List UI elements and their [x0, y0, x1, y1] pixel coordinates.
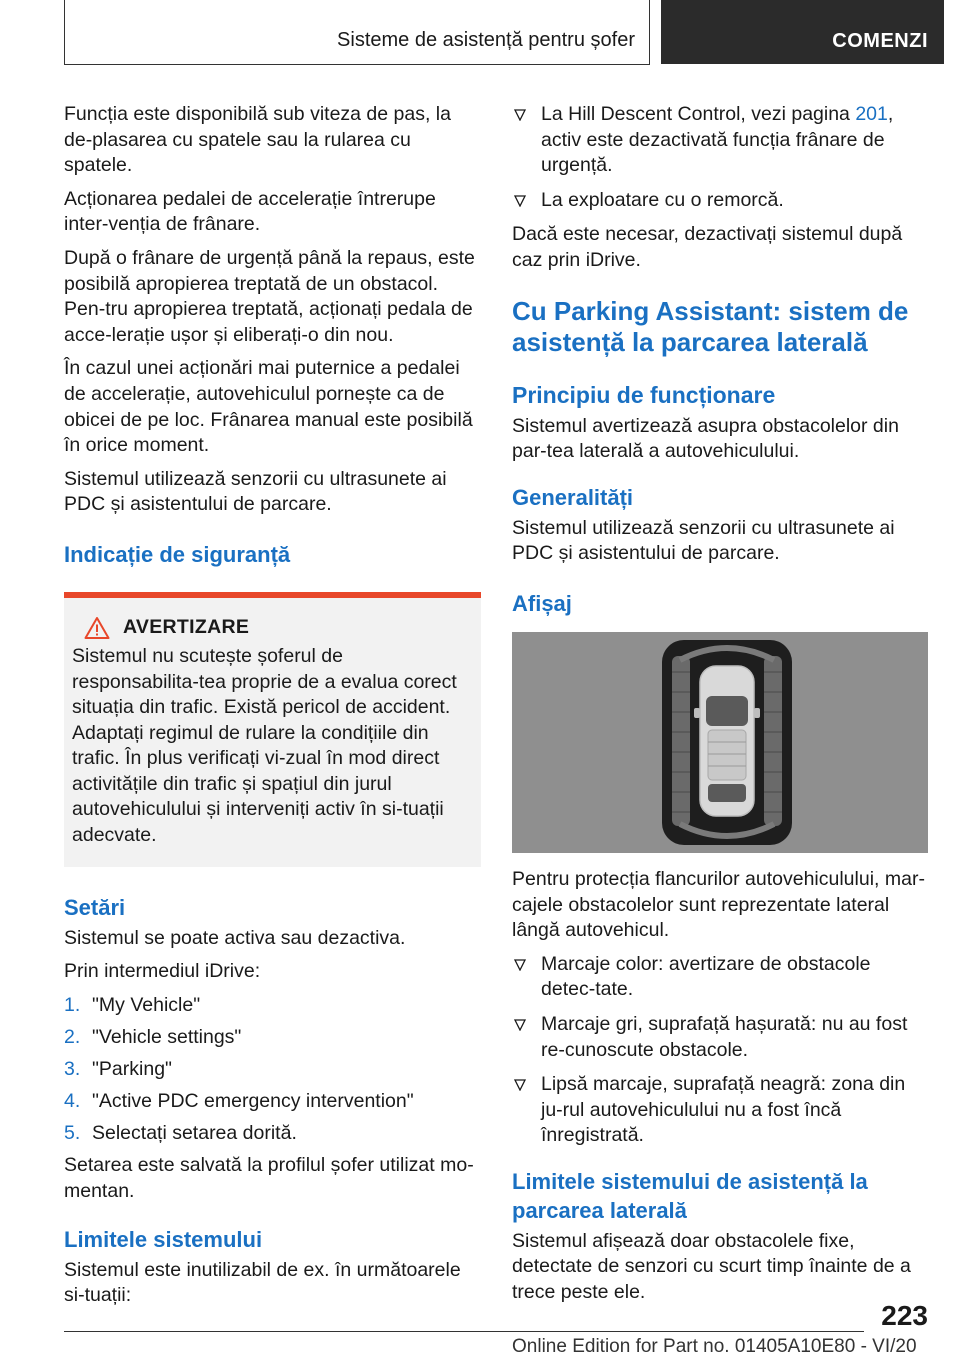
footer-divider [64, 1331, 864, 1332]
step-number: 1. [64, 993, 81, 1016]
parking-assistant-display-image [512, 632, 928, 853]
page-link-201[interactable]: 201 [855, 103, 888, 125]
list-item [64, 993, 481, 1019]
side-parking-limits-heading: Limitele sistemului de asistență la parcarea laterală [512, 1168, 868, 1223]
paragraph: Prin intermediul iDrive: [64, 960, 261, 983]
warning-triangle-icon [84, 616, 110, 640]
right-column [512, 102, 928, 1314]
list-item [64, 1025, 481, 1051]
step-number: 3. [64, 1058, 81, 1081]
display-bullet-list [512, 952, 928, 1149]
paragraph: Funcția este disponibilă sub viteza de pas, la de-plasarea cu spatele sau la rularea cu spatele. [64, 103, 451, 177]
list-item [512, 1012, 928, 1063]
footer-edition-text: Online Edition for Part no. 01405A10E80 - VI/20 [512, 1336, 917, 1357]
list-item [64, 1057, 481, 1083]
paragraph: După o frânare de urgență până la repaus, este posibilă apropierea treptată de un obstacol. Pen-tru apropierea treptată, acționați pedala de acce-lerație ușor și eliberați-o din nou. [64, 246, 475, 346]
list-item [512, 102, 928, 179]
paragraph: Dacă este necesar, dezactivați sistemul după caz prin iDrive. [512, 223, 903, 271]
bullet-triangle-icon [512, 102, 541, 179]
settings-heading: Setări [64, 894, 126, 920]
paragraph: În cazul unei acționări mai puternice a pedalei de accelerație, autovehiculul pornește ca de obicei de pe loc. Frânarea manual este posibilă în orice moment. [64, 357, 473, 457]
list-item [512, 952, 928, 1003]
bullet-triangle-icon [512, 1012, 541, 1063]
bullet-text-part: , activ este dezactivată funcția frânare de urgență. [541, 103, 894, 177]
paragraph: Sistemul este inutilizabil de ex. în următoarele si-tuații: [64, 1258, 461, 1307]
settings-steps-list [64, 993, 481, 1147]
warning-box [64, 592, 481, 867]
list-item [64, 1121, 481, 1147]
paragraph: Sistemul utilizează senzorii cu ultrasunete ai PDC și asistentului de parcare. [512, 516, 895, 565]
car-top-view-illustration [512, 632, 928, 853]
step-text: Selectați setarea dorită. [92, 1122, 297, 1145]
limits-heading: Limitele sistemului [64, 1226, 263, 1252]
paragraph: Setarea este salvată la profilul șofer utilizat mo-mentan. [64, 1154, 474, 1202]
step-number: 4. [64, 1090, 81, 1113]
paragraph: Pentru protecția flancurilor autovehiculului, mar-cajele obstacolelor sunt reprezentate lateral lângă autovehicul. [512, 867, 925, 942]
list-item [512, 1072, 928, 1149]
main-heading: Cu Parking Assistant: sistem de asistență la parcarea laterală [512, 295, 909, 357]
general-heading: Generalități [512, 484, 634, 510]
step-text: "My Vehicle" [92, 993, 201, 1016]
chapter-tab[interactable] [661, 0, 944, 64]
paragraph: Sistemul avertizează asupra obstacolelor din par-tea laterală a autovehiculului. [512, 414, 899, 463]
display-heading: Afișaj [512, 590, 572, 616]
step-number: 2. [64, 1025, 81, 1048]
bullet-triangle-icon [512, 1072, 541, 1149]
principle-heading: Principiu de funcționare [512, 381, 776, 408]
step-text: "Parking" [92, 1058, 172, 1081]
bullet-text-part: La Hill Descent Control, vezi pagina [541, 103, 856, 125]
header-section-box [64, 0, 650, 65]
chapter-tab-label: COMENZI [832, 30, 928, 52]
bullet-text: Marcaje gri, suprafață hașurată: nu au fost re-cunoscute obstacole. [541, 1012, 908, 1061]
paragraph: Sistemul afișează doar obstacolele fixe, detectate de senzori cu scurt timp înainte de a trece peste ele. [512, 1229, 911, 1304]
warning-header [72, 616, 473, 640]
bullet-text: La exploatare cu o remorcă. [541, 188, 784, 211]
page-number: 223 [881, 1300, 928, 1331]
bullet-text [541, 102, 928, 179]
bullet-triangle-icon [512, 952, 541, 1003]
paragraph: Acționarea pedalei de accelerație întrerupe inter-venția de frânare. [64, 187, 436, 236]
bullet-triangle-icon [512, 188, 541, 214]
step-text: "Vehicle settings" [92, 1025, 242, 1048]
bullet-list [512, 102, 928, 213]
warning-title: AVERTIZARE [123, 616, 250, 639]
bullet-text: Lipsă marcaje, suprafață neagră: zona din ju-rul autovehiculului nu a fost încă înregistrată. [541, 1073, 906, 1147]
left-column [64, 102, 481, 1317]
safety-heading: Indicație de siguranță [64, 541, 291, 567]
step-number: 5. [64, 1122, 81, 1145]
header-section-title: Sisteme de asistență pentru șofer [337, 29, 635, 51]
paragraph: Sistemul utilizează senzorii cu ultrasunete ai PDC și asistentului de parcare. [64, 467, 447, 516]
list-item [512, 188, 928, 214]
warning-text: Sistemul nu scutește șoferul de responsabilita-tea proprie de a evalua corect situația din trafic. Există pericol de accident. Adaptați regimul de rulare la condițiile din trafic. În plus verificați vi-zual în mod direct activitățile din trafic și spațiul din jurul autovehiculului și interveniți activ în si-tuații adecvate. [72, 644, 457, 847]
paragraph: Sistemul se poate activa sau dezactiva. [64, 926, 406, 949]
list-item [64, 1089, 481, 1115]
step-text: "Active PDC emergency intervention" [92, 1090, 414, 1113]
bullet-text: Marcaje color: avertizare de obstacole detec-tate. [541, 952, 871, 1001]
